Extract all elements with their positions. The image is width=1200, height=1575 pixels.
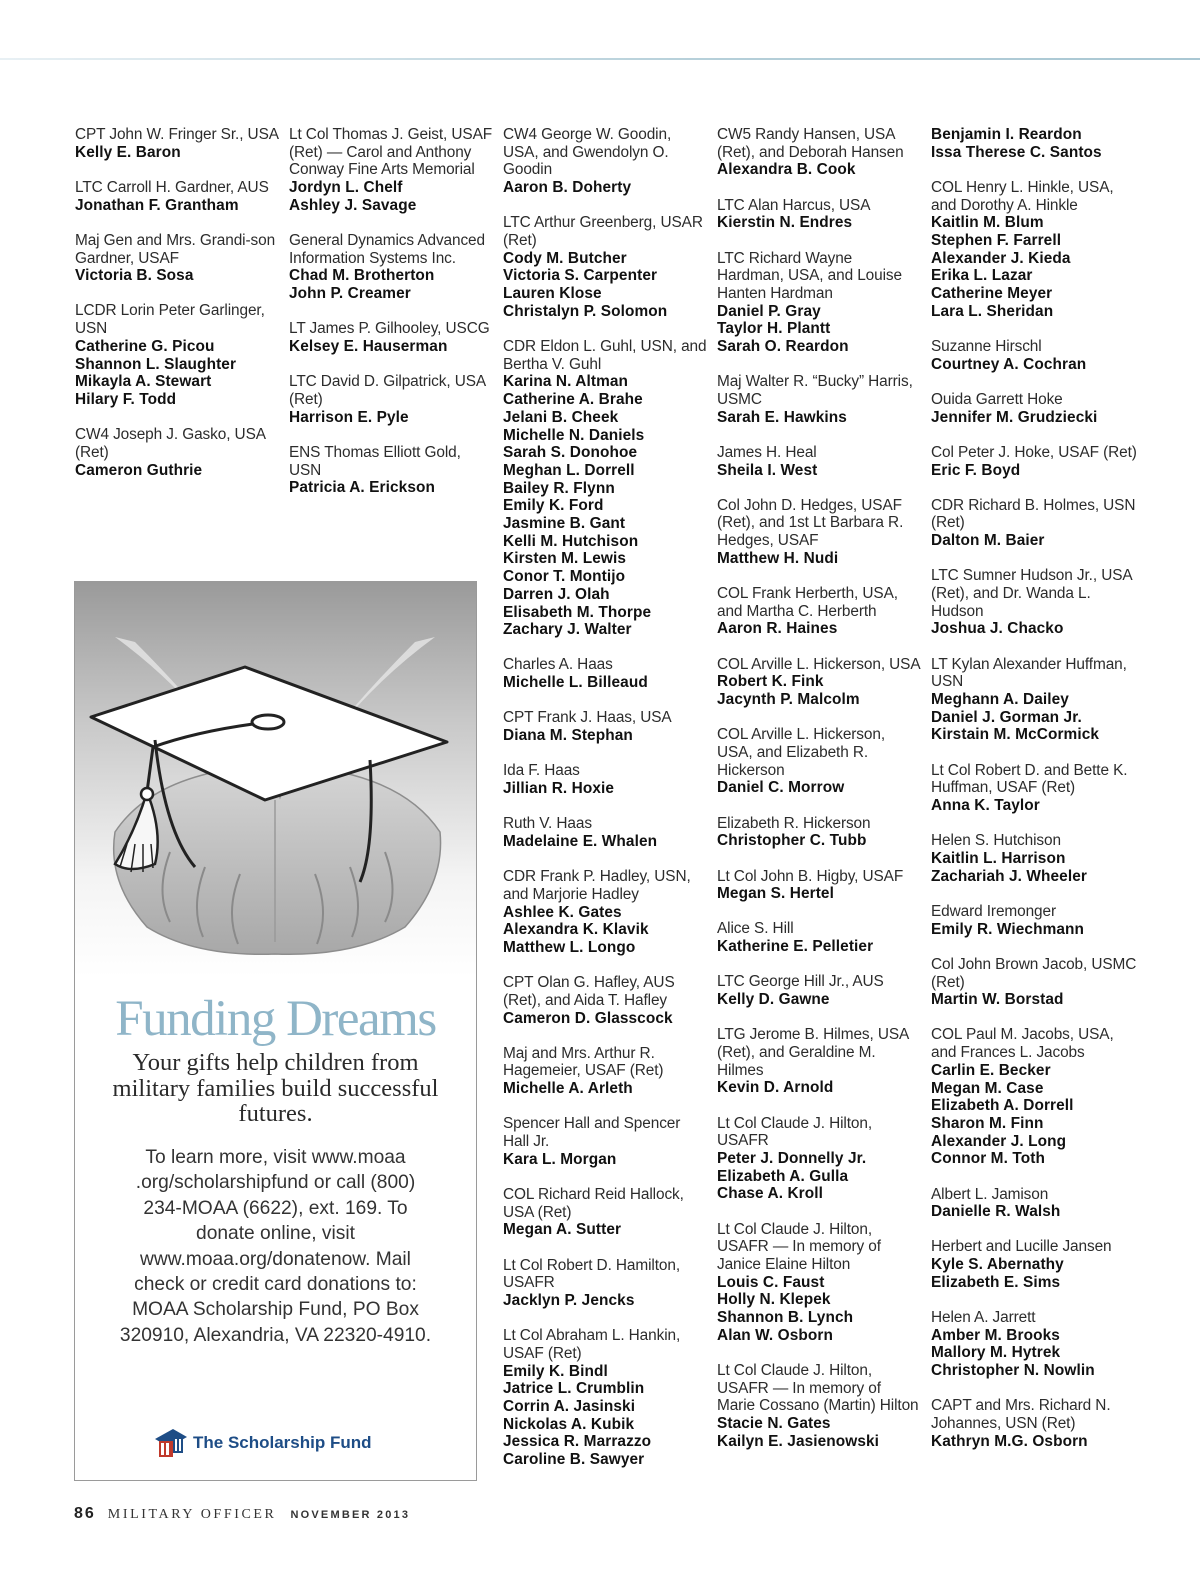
donor-entry	[503, 214, 709, 320]
donor-name: LTC Carroll H. Gardner, AUS	[75, 178, 269, 196]
donor-name: LTC Alan Harcus, USA	[717, 196, 871, 214]
donor-name: CDR Eldon L. Guhl, USN, and Bertha V. Guhl	[503, 338, 707, 373]
recipient-name: Kevin D. Arnold	[717, 1079, 834, 1097]
school-building-icon	[153, 1425, 189, 1461]
donor-name: Lt Col Abraham L. Hankin, USAF (Ret)	[503, 1327, 681, 1362]
recipient-name: Sarah S. Donohoe	[503, 444, 638, 462]
donor-name: Edward Iremonger	[931, 902, 1057, 920]
donor-column-2	[289, 126, 495, 514]
donor-entry	[75, 232, 281, 285]
recipient-name: Jacynth P. Malcolm	[717, 691, 860, 709]
recipient-name: Harrison E. Pyle	[289, 408, 409, 426]
recipient-name: Kaitlin M. Blum	[931, 214, 1044, 232]
donor-entry	[717, 1221, 923, 1345]
recipient-name: Courtney A. Cochran	[931, 355, 1087, 373]
recipient-name: Holly N. Klepek	[717, 1291, 831, 1309]
recipient-name: Michelle A. Arleth	[503, 1080, 633, 1098]
donor-entry	[503, 1045, 709, 1098]
recipient-name: Kierstin N. Endres	[717, 214, 853, 232]
donor-name: Alice S. Hill	[717, 920, 794, 938]
recipient-name: Patricia A. Erickson	[289, 479, 435, 497]
donor-name: CDR Frank P. Hadley, USN, and Marjorie Hadley	[503, 868, 691, 903]
donor-name: General Dynamics Advanced Information Systems Inc.	[289, 232, 485, 267]
donor-entry	[717, 1115, 923, 1204]
donor-name: CAPT and Mrs. Richard N. Johannes, USN (Ret)	[931, 1397, 1111, 1433]
recipient-name: Robert K. Fink	[717, 673, 824, 691]
recipient-name: Amber M. Brooks	[931, 1326, 1060, 1344]
recipient-name: Conor T. Montijo	[503, 568, 626, 586]
recipient-name: Kirsten M. Lewis	[503, 550, 627, 568]
donor-name: James H. Heal	[717, 443, 817, 461]
recipient-name: Jasmine B. Gant	[503, 515, 626, 533]
recipient-name: Stephen F. Farrell	[931, 232, 1062, 250]
donor-entry	[931, 179, 1137, 321]
donor-name: LT Kylan Alexander Huffman, USN	[931, 655, 1127, 691]
recipient-name: Madelaine E. Whalen	[503, 832, 658, 850]
donor-name: Lt Col Thomas J. Geist, USAF (Ret) — Carol and Anthony Conway Fine Arts Memorial	[289, 126, 493, 179]
donor-entry	[717, 656, 923, 709]
recipient-name: Meghan L. Dorrell	[503, 461, 635, 479]
recipient-name: Taylor H. Plantt	[717, 320, 831, 338]
donor-entry	[931, 1238, 1137, 1291]
recipient-name: Elizabeth E. Sims	[931, 1273, 1061, 1291]
donor-entry	[503, 126, 709, 197]
donor-entry	[289, 444, 495, 497]
publication-name: MILITARY OFFICER	[107, 1507, 277, 1522]
donor-name: CDR Richard B. Holmes, USN (Ret)	[931, 496, 1136, 532]
recipient-name: Connor M. Toth	[931, 1150, 1045, 1168]
recipient-name: Christopher C. Tubb	[717, 832, 867, 850]
recipient-name: Jacklyn P. Jencks	[503, 1291, 635, 1309]
recipient-name: Cody M. Butcher	[503, 249, 627, 267]
recipient-name: Mallory M. Hytrek	[931, 1344, 1061, 1362]
recipient-name: Kailyn E. Jasienowski	[717, 1432, 880, 1450]
recipient-name: Erika L. Lazar	[931, 267, 1033, 285]
scholarship-fund-ad	[74, 581, 477, 1481]
recipient-name: Cameron D. Glasscock	[503, 1009, 673, 1027]
page-number: 86	[74, 1505, 96, 1522]
donor-name: COL Henry L. Hinkle, USA, and Dorothy A. Hinkle	[931, 178, 1114, 214]
recipient-name: Dalton M. Baier	[931, 532, 1045, 550]
header-rule	[0, 58, 1200, 60]
donor-entry	[931, 762, 1137, 815]
scholarship-fund-logo	[153, 1423, 372, 1463]
recipient-name: Corrin A. Jasinski	[503, 1397, 636, 1415]
donor-entry	[717, 126, 923, 179]
recipient-name: Jatrice L. Crumblin	[503, 1380, 645, 1398]
recipient-name: Alexandra K. Klavik	[503, 921, 649, 939]
donor-entry	[931, 567, 1137, 638]
donor-entry	[931, 126, 1137, 161]
donor-column-4	[717, 126, 923, 1468]
recipient-name: Kaitlin L. Harrison	[931, 850, 1066, 867]
recipient-name: Jennifer M. Grudziecki	[931, 408, 1098, 426]
donor-entry	[75, 126, 281, 161]
donor-entry	[75, 426, 281, 479]
recipient-name: Sharon M. Finn	[931, 1114, 1044, 1132]
recipient-name: Caroline B. Sawyer	[503, 1451, 645, 1469]
donor-entry	[503, 1186, 709, 1239]
recipient-name: Mikayla A. Stewart	[75, 373, 212, 391]
donor-name: Lt Col Robert D. and Bette K. Huffman, USAF (Ret)	[931, 761, 1128, 797]
recipient-name: Anna K. Taylor	[931, 797, 1040, 815]
recipient-name: Sheila I. West	[717, 461, 818, 479]
donor-entry	[717, 1362, 923, 1451]
donor-name: Ouida Garrett Hoke	[931, 390, 1063, 408]
donor-name: Albert L. Jamison	[931, 1185, 1049, 1203]
donor-name: Maj Walter R. “Bucky” Harris, USMC	[717, 373, 913, 408]
recipient-name: Jonathan F. Grantham	[75, 196, 239, 214]
donor-entry	[289, 126, 495, 215]
donor-name: CPT Frank J. Haas, USA	[503, 709, 672, 727]
recipient-name: Christalyn P. Solomon	[503, 302, 668, 320]
recipient-name: Alexander J. Long	[931, 1132, 1067, 1150]
donor-entry	[931, 1186, 1137, 1221]
donor-entry	[503, 815, 709, 850]
recipient-name: Issa Therese C. Santos	[931, 143, 1102, 161]
donor-entry	[931, 391, 1137, 426]
recipient-name: Daniel J. Gorman Jr.	[931, 708, 1082, 726]
donor-column-1	[75, 126, 281, 497]
recipient-name: Kelly D. Gawne	[717, 991, 830, 1009]
donor-name: LTC George Hill Jr., AUS	[717, 973, 884, 991]
donor-column-5	[931, 126, 1137, 1468]
donor-name: LTC David D. Gilpatrick, USA (Ret)	[289, 373, 486, 408]
recipient-name: Emily K. Bindl	[503, 1362, 608, 1380]
donor-name: COL Arville L. Hickerson, USA	[717, 655, 921, 673]
donor-name: Spencer Hall and Spencer Hall Jr.	[503, 1115, 681, 1151]
recipient-name: Jessica R. Marrazzo	[503, 1433, 652, 1451]
donor-entry	[717, 373, 923, 426]
donor-entry	[503, 868, 709, 957]
donor-entry	[503, 656, 709, 691]
donor-name: COL Arville L. Hickerson, USA, and Elizabeth R. Hickerson	[717, 726, 885, 779]
page-footer	[74, 1505, 410, 1525]
recipient-name: Meghann A. Dailey	[931, 691, 1069, 709]
donor-entry	[289, 320, 495, 355]
donor-name: Maj Gen and Mrs. Grandi-son Gardner, USAF	[75, 231, 276, 267]
recipient-name: Lara L. Sheridan	[931, 302, 1054, 320]
recipient-name: Diana M. Stephan	[503, 727, 633, 745]
recipient-name: Sarah O. Reardon	[717, 338, 849, 356]
donor-name: LTC Richard Wayne Hardman, USA, and Louise Hanten Hardman	[717, 249, 902, 302]
recipient-name: Carlin E. Becker	[931, 1061, 1051, 1079]
donor-name: Maj and Mrs. Arthur R. Hagemeier, USAF (Ret)	[503, 1044, 664, 1080]
donor-entry	[503, 974, 709, 1027]
logo-text: The Scholarship Fund	[193, 1433, 372, 1452]
recipient-name: Kelli M. Hutchison	[503, 532, 639, 550]
cupped-hands-graduation-cap-illustration	[75, 582, 476, 977]
recipient-name: Megan S. Hertel	[717, 885, 834, 903]
recipient-name: Catherine Meyer	[931, 285, 1053, 303]
recipient-name: Kyle S. Abernathy	[931, 1256, 1064, 1274]
recipient-name: Daniel C. Morrow	[717, 779, 845, 797]
recipient-name: Christopher N. Nowlin	[931, 1362, 1095, 1380]
donor-name: Lt Col Robert D. Hamilton, USAFR	[503, 1256, 681, 1292]
recipient-name: Victoria S. Carpenter	[503, 267, 658, 285]
donor-name: COL Richard Reid Hallock, USA (Ret)	[503, 1185, 684, 1221]
recipient-name: Michelle L. Billeaud	[503, 674, 648, 692]
recipient-name: Daniel P. Gray	[717, 302, 821, 320]
recipient-name: Cameron Guthrie	[75, 461, 203, 479]
donor-name: Helen A. Jarrett	[931, 1309, 1036, 1327]
ad-headline: Funding Dreams	[115, 991, 436, 1047]
donor-entry	[717, 585, 923, 638]
recipient-name: Catherine G. Picou	[75, 337, 215, 355]
recipient-name: Bailey R. Flynn	[503, 479, 615, 497]
recipient-name: Katherine E. Pelletier	[717, 938, 874, 956]
donor-entry	[503, 338, 709, 639]
recipient-name: Aaron R. Haines	[717, 620, 838, 638]
recipient-name: Victoria B. Sosa	[75, 267, 194, 285]
recipient-name: Joshua J. Chacko	[931, 620, 1064, 638]
recipient-name: Shannon B. Lynch	[717, 1309, 854, 1327]
recipient-name: John P. Creamer	[289, 285, 411, 303]
donor-entry	[931, 497, 1137, 550]
recipient-name: Ashley J. Savage	[289, 196, 417, 214]
donor-name: CW4 George W. Goodin, USA, and Gwendolyn O. Goodin	[503, 126, 672, 179]
donor-name: COL Frank Herberth, USA, and Martha C. Herberth	[717, 585, 898, 620]
donor-entry	[717, 1026, 923, 1097]
ad-contact-info: To learn more, visit www.moaa .org/scholarshipfund or call (800) 234-MOAA (6622), ext. 169. To donate online, visit www.moaa.org/donatenow. Mail check or credit card donations to: MOAA Scholarship Fund, PO Box 320910, Alexandria, VA 22320-4910.	[119, 1147, 432, 1346]
recipient-name: Elizabeth A. Gulla	[717, 1167, 849, 1185]
recipient-name: Alexandra B. Cook	[717, 161, 856, 179]
issue-date: NOVEMBER 2013	[290, 1509, 411, 1521]
recipient-name: Stacie N. Gates	[717, 1415, 831, 1433]
recipient-name: Kirstain M. McCormick	[931, 726, 1100, 744]
donor-entry	[717, 444, 923, 479]
recipient-name: Emily R. Wiechmann	[931, 920, 1085, 938]
recipient-name: Catherine A. Brahe	[503, 391, 643, 409]
recipient-name: Karina N. Altman	[503, 373, 629, 391]
recipient-name: Kelly E. Baron	[75, 143, 181, 161]
donor-name: Ruth V. Haas	[503, 815, 592, 833]
recipient-name: Darren J. Olah	[503, 585, 610, 603]
donor-name: Col John Brown Jacob, USMC (Ret)	[931, 955, 1137, 991]
recipient-name: Kelsey E. Hauserman	[289, 338, 448, 356]
donor-name: Lt Col Claude J. Hilton, USAFR — In memory of Marie Cossano (Martin) Hilton	[717, 1361, 919, 1415]
recipient-name: Shannon L. Slaughter	[75, 355, 237, 373]
recipient-name: Zachariah J. Wheeler	[931, 867, 1087, 885]
donor-name: Herbert and Lucille Jansen	[931, 1238, 1112, 1256]
recipient-name: Louis C. Faust	[717, 1273, 825, 1291]
donor-name: Lt Col Claude J. Hilton, USAFR	[717, 1114, 873, 1150]
recipient-name: Lauren Klose	[503, 285, 602, 303]
recipient-name: Alexander J. Kieda	[931, 249, 1071, 267]
recipient-name: Benjamin I. Reardon	[931, 126, 1082, 143]
donor-name: LTC Arthur Greenberg, USAR (Ret)	[503, 214, 703, 250]
donor-name: CPT Olan G. Hafley, AUS (Ret), and Aida T. Hafley	[503, 974, 675, 1009]
donor-name: LCDR Lorin Peter Garlinger, USN	[75, 302, 265, 338]
donor-entry	[931, 903, 1137, 938]
donor-name: Helen S. Hutchison	[931, 832, 1061, 850]
recipient-name: Kara L. Morgan	[503, 1150, 617, 1168]
recipient-name: Martin W. Borstad	[931, 991, 1064, 1009]
donor-entry	[503, 762, 709, 797]
recipient-name: Kathryn M.G. Osborn	[931, 1432, 1088, 1450]
recipient-name: Elizabeth A. Dorrell	[931, 1097, 1074, 1115]
donor-entry	[289, 232, 495, 303]
recipient-name: Jordyn L. Chelf	[289, 179, 403, 197]
donor-name: CW5 Randy Hansen, USA (Ret), and Deborah Hansen	[717, 126, 904, 161]
donor-name: Col Peter J. Hoke, USAF (Ret)	[931, 443, 1137, 461]
donor-entry	[289, 373, 495, 426]
recipient-name: Zachary J. Walter	[503, 621, 632, 639]
donor-name: LTG Jerome B. Hilmes, USA (Ret), and Geraldine M. Hilmes	[717, 1026, 909, 1079]
donor-entry	[717, 197, 923, 232]
donor-entry	[717, 920, 923, 955]
donor-name: Lt Col Claude J. Hilton, USAFR — In memory of Janice Elaine Hilton	[717, 1220, 881, 1273]
donor-name: LT James P. Gilhooley, USCG	[289, 320, 490, 338]
donor-name: Lt Col John B. Higby, USAF	[717, 867, 904, 885]
recipient-name: Matthew H. Nudi	[717, 549, 839, 567]
donor-entry	[931, 444, 1137, 479]
donor-entry	[931, 656, 1137, 745]
donor-name: LTC Sumner Hudson Jr., USA (Ret), and Dr. Wanda L. Hudson	[931, 567, 1132, 620]
recipient-name: Megan A. Sutter	[503, 1221, 622, 1239]
donor-entry	[717, 973, 923, 1008]
donor-entry	[503, 1115, 709, 1168]
donor-name: Col John D. Hedges, USAF (Ret), and 1st Lt Barbara R. Hedges, USAF	[717, 496, 904, 550]
recipient-name: Peter J. Donnelly Jr.	[717, 1149, 867, 1167]
donor-entry	[931, 338, 1137, 373]
ad-tagline: Your gifts help children from military families build successful futures.	[112, 1049, 439, 1127]
donor-entry	[717, 868, 923, 903]
donor-entry	[75, 302, 281, 408]
recipient-name: Aaron B. Doherty	[503, 179, 632, 197]
recipient-name: Michelle N. Daniels	[503, 426, 645, 444]
recipient-name: Megan M. Case	[931, 1079, 1044, 1097]
recipient-name: Eric F. Boyd	[931, 461, 1021, 479]
recipient-name: Chad M. Brotherton	[289, 267, 435, 285]
recipient-name: Alan W. Osborn	[717, 1326, 833, 1344]
donor-entry	[931, 1026, 1137, 1168]
donor-entry	[931, 1309, 1137, 1380]
recipient-name: Jillian R. Hoxie	[503, 780, 615, 797]
recipient-name: Chase A. Kroll	[717, 1185, 824, 1203]
recipient-name: Danielle R. Walsh	[931, 1203, 1061, 1221]
donor-column-3	[503, 126, 709, 1486]
donor-entry	[717, 726, 923, 797]
donor-entry	[717, 250, 923, 356]
donor-entry	[717, 815, 923, 850]
donor-name: Ida F. Haas	[503, 762, 580, 780]
donor-name: CW4 Joseph J. Gasko, USA (Ret)	[75, 426, 266, 461]
donor-entry	[931, 832, 1137, 885]
recipient-name: Nickolas A. Kubik	[503, 1415, 635, 1433]
donor-name: ENS Thomas Elliott Gold, USN	[289, 443, 461, 479]
donor-entry	[717, 497, 923, 568]
donor-entry	[503, 709, 709, 744]
donor-name: Suzanne Hirschl	[931, 338, 1042, 356]
donor-entry	[503, 1327, 709, 1469]
donor-entry	[503, 1257, 709, 1310]
donor-entry	[931, 1397, 1137, 1450]
recipient-name: Elisabeth M. Thorpe	[503, 603, 652, 621]
recipient-name: Sarah E. Hawkins	[717, 408, 847, 426]
recipient-name: Jelani B. Cheek	[503, 408, 619, 426]
recipient-name: Ashlee K. Gates	[503, 903, 622, 921]
recipient-name: Hilary F. Todd	[75, 390, 177, 408]
donor-name: CPT John W. Fringer Sr., USA	[75, 126, 279, 143]
donor-name: Elizabeth R. Hickerson	[717, 814, 871, 832]
donor-name: COL Paul M. Jacobs, USA, and Frances L. Jacobs	[931, 1026, 1114, 1062]
donor-entry	[931, 956, 1137, 1009]
recipient-name: Matthew L. Longo	[503, 938, 636, 956]
donor-name: Charles A. Haas	[503, 656, 613, 674]
donor-entry	[75, 179, 281, 214]
recipient-name: Emily K. Ford	[503, 497, 604, 515]
